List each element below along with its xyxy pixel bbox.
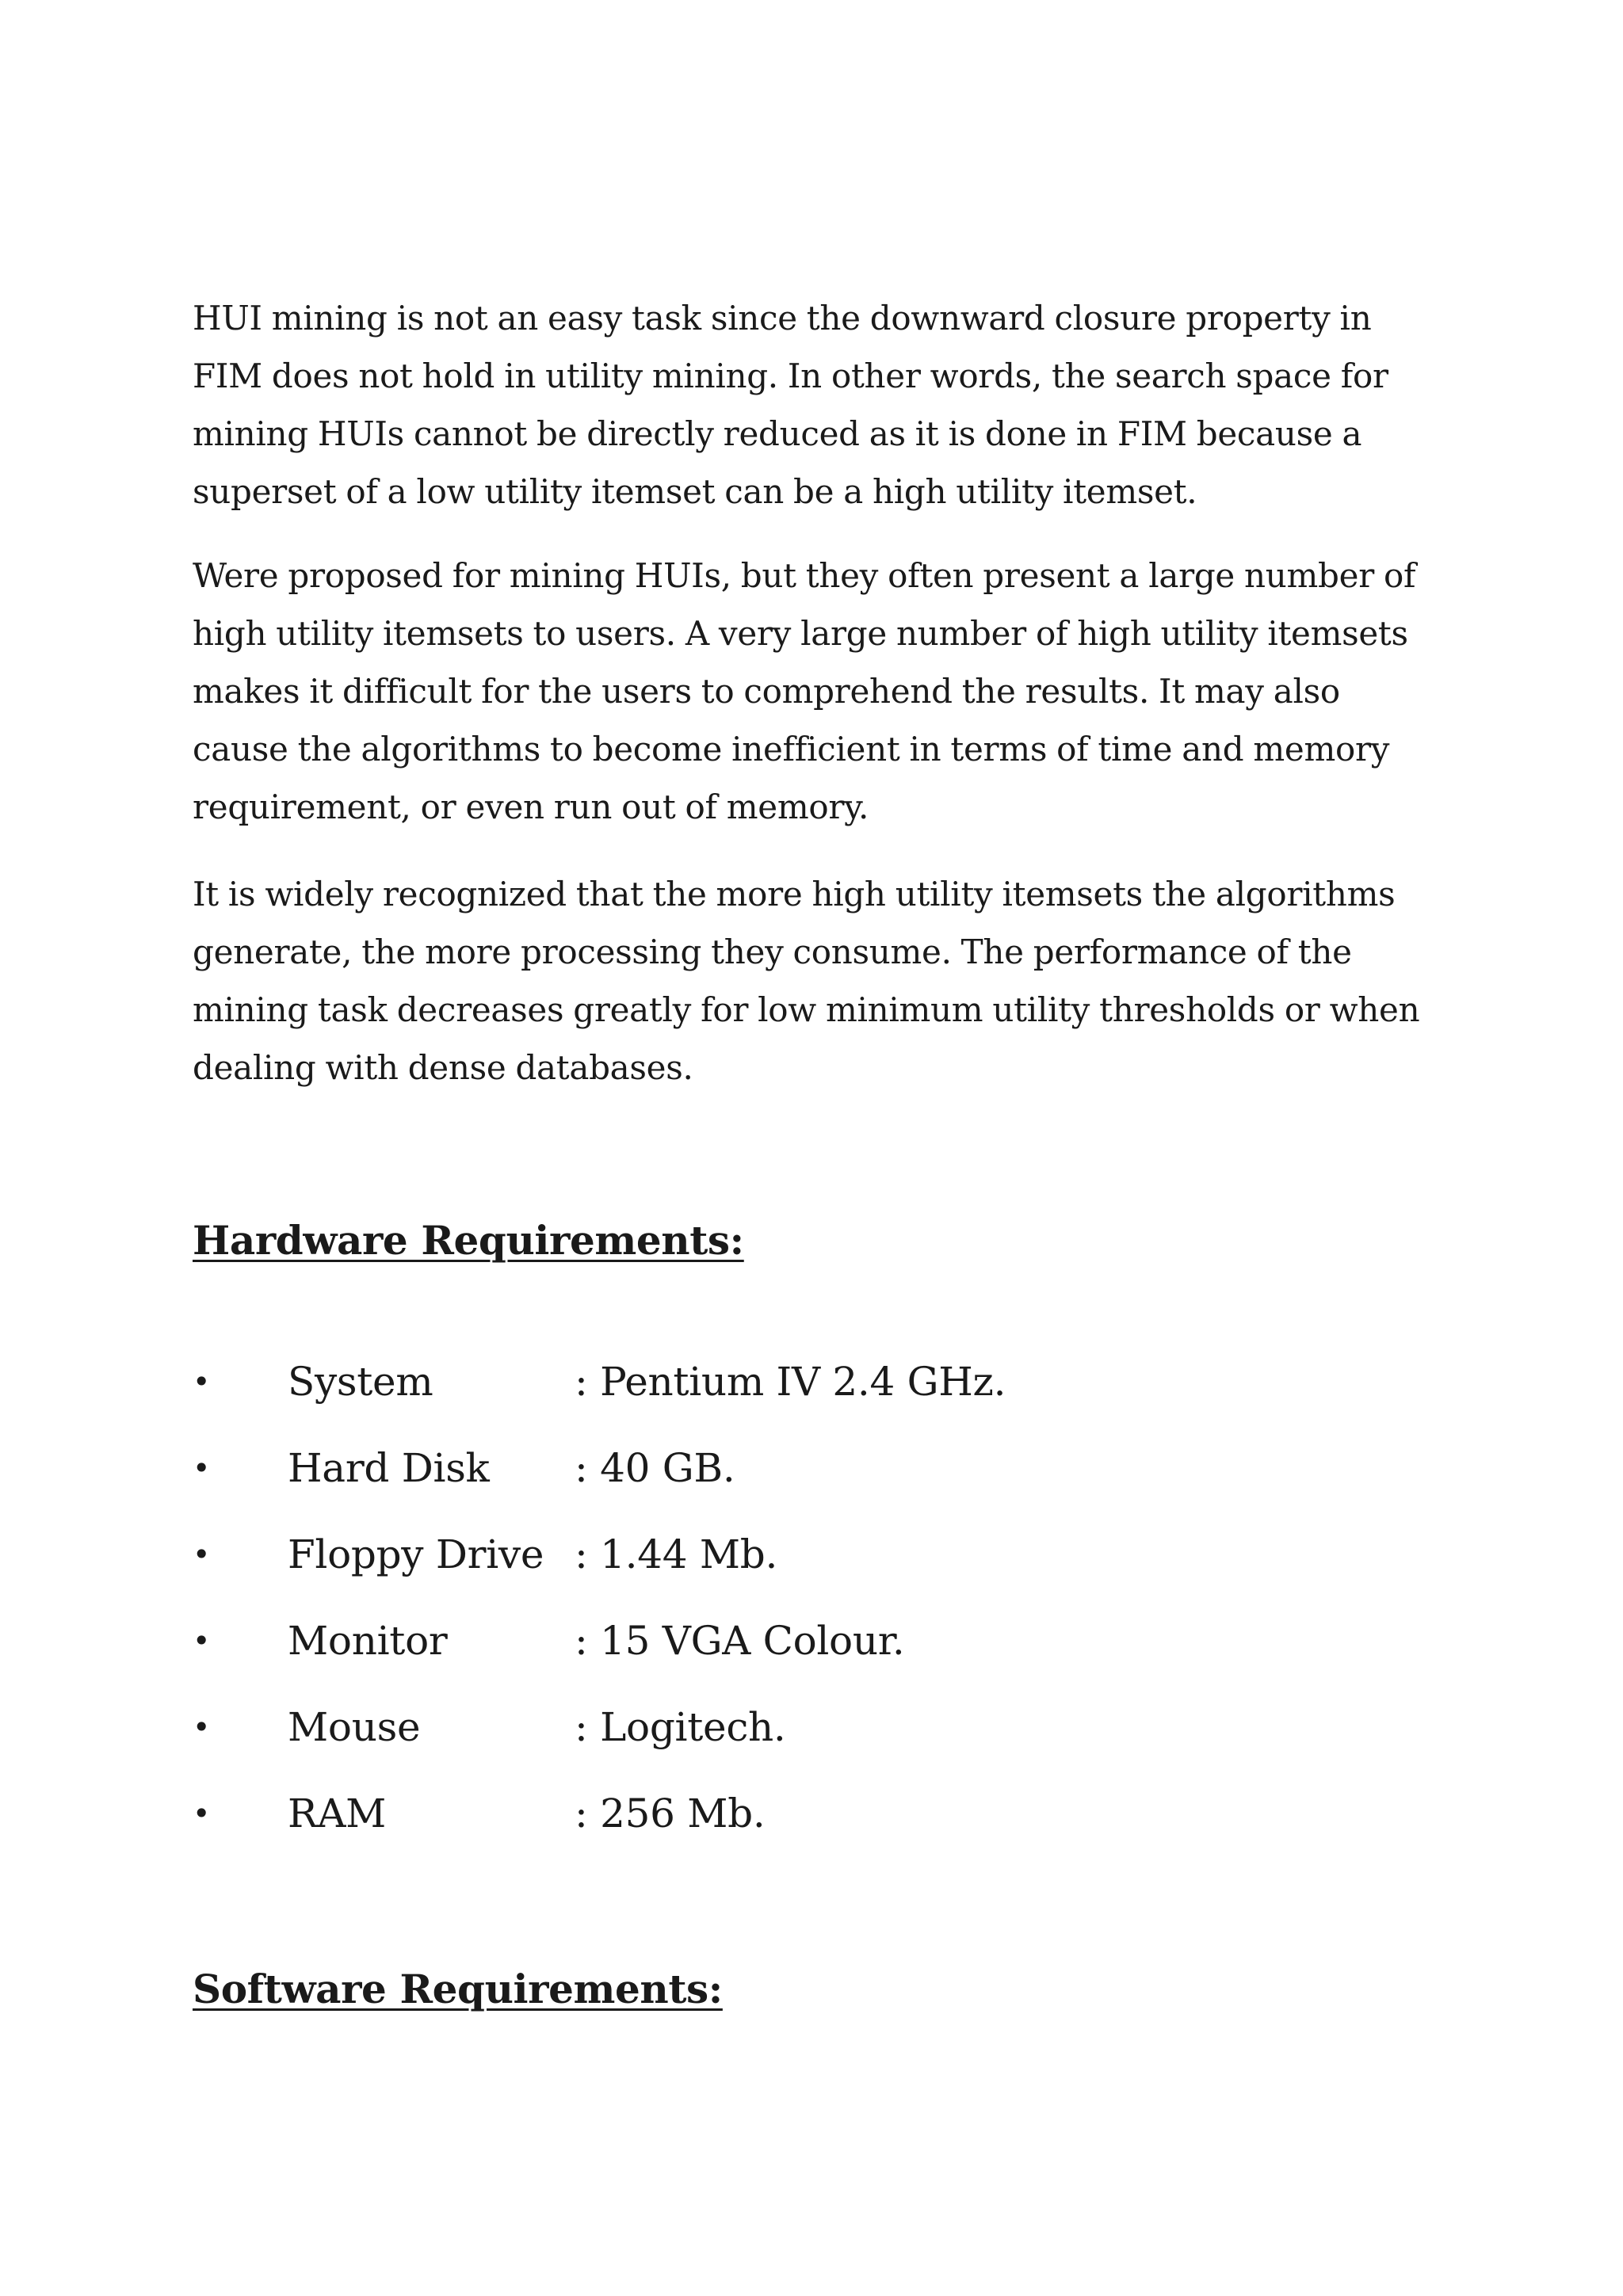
spec-value: : 1.44 Mb. (575, 1531, 778, 1577)
bullet-icon: • (193, 1710, 211, 1745)
bullet-icon: • (193, 1623, 211, 1658)
bullet-icon: • (193, 1364, 211, 1399)
spec-key: RAM (288, 1791, 387, 1836)
spec-value: : 256 Mb. (575, 1791, 766, 1836)
software-requirements-heading: Software Requirements: (193, 1966, 723, 2012)
spec-key: Floppy Drive (288, 1531, 544, 1577)
bullet-icon: • (193, 1796, 211, 1831)
bullet-icon: • (193, 1451, 211, 1486)
bullet-icon: • (193, 1537, 211, 1572)
hardware-requirements-heading: Hardware Requirements: (193, 1217, 744, 1264)
spec-key: Monitor (288, 1618, 448, 1664)
spec-value: : 15 VGA Colour. (575, 1618, 905, 1664)
spec-value: : Logitech. (575, 1704, 786, 1750)
paragraph-performance: It is widely recognized that the more high utility itemsets the algorithms generate, the more processing they consume. The performance of the mining task decreases greatly for low minimum utility thresholds or when dealing with dense databases. (193, 875, 1420, 1087)
spec-value: : Pentium IV 2.4 GHz. (575, 1359, 1006, 1405)
spec-value: : 40 GB. (575, 1445, 735, 1491)
spec-key: System (288, 1359, 433, 1405)
spec-key: Hard Disk (288, 1445, 490, 1491)
paragraph-large-itemsets: Were proposed for mining HUIs, but they often present a large number of high utility itemsets to users. A very large number of high utility itemsets makes it difficult for the users to comprehend the results. It may also cause the algorithms to become inefficient in terms of time and memory requirement, or even run out of memory. (193, 556, 1416, 826)
paragraph-hui-mining-difficulty: HUI mining is not an easy task since the downward closure property in FIM does not hold in utility mining. In other words, the search space for mining HUIs cannot be directly reduced as it is done in FIM because a superset of a low utility itemset can be a high utility itemset. (193, 299, 1388, 511)
spec-key: Mouse (288, 1704, 421, 1750)
